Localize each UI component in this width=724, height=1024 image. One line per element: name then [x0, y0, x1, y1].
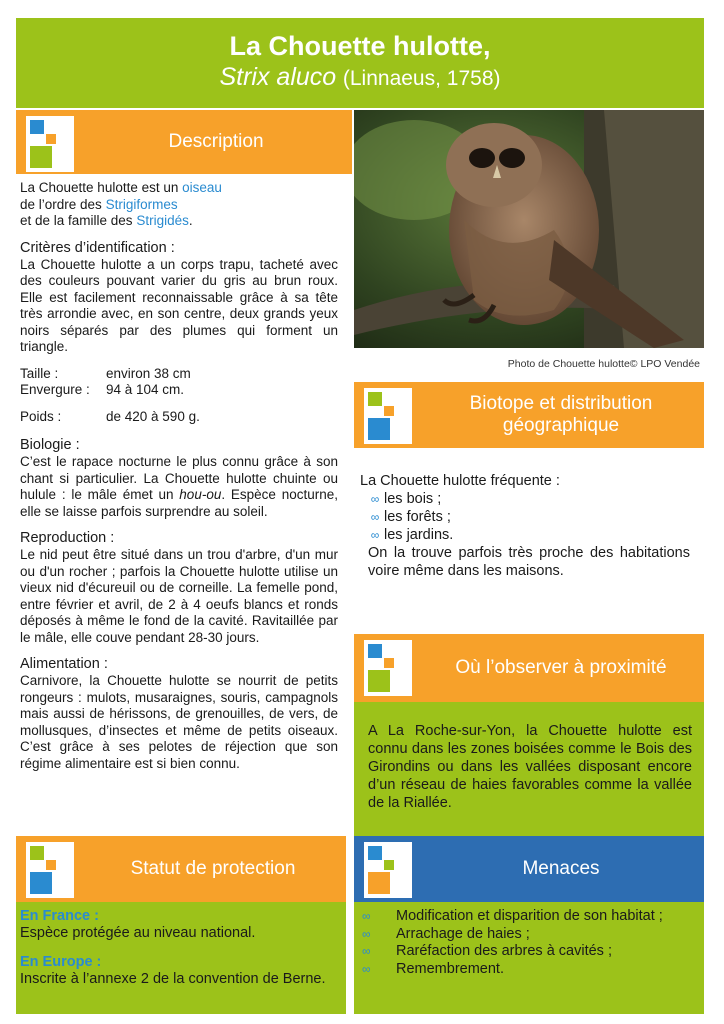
reproduction-text: Le nid peut être situé dans un trou d'arbre, d'un mur ou d'un rocher ; parfois la Chouette hulotte utilise un vieux nid d'écureuil ou de corneille. La femelle pond, entre février et avril, de 2 à 4 oeufs blancs et ronds déposés à même le fond de la cavité. Ravitaillée par le mâle, elle couve pendant 28-30 jours. [20, 547, 338, 645]
description-body [20, 180, 338, 772]
observer-header [354, 634, 704, 702]
strigides-link[interactable]: Strigidés [136, 213, 189, 228]
france-text: Espèce protégée au niveau national. [20, 925, 256, 941]
infinity-bullet-icon: ∞ [370, 510, 380, 524]
observer-body: A La Roche-sur-Yon, la Chouette hulotte est connu dans les zones boisées comme le Bois des Girondins ou dans les vallées disposant encore d’un réseau de haies favorables comme la vallée de la Riallée. [354, 702, 704, 836]
infinity-bullet-icon: ∞ [370, 528, 380, 542]
criteres-heading: Critères d’identification : [20, 239, 175, 256]
menaces-header [354, 836, 704, 902]
intro-line-1: La Chouette hulotte est un oiseau [20, 180, 222, 195]
list-item: ∞ les forêts ; [366, 508, 690, 526]
biotope-outro: On la trouve parfois très proche des habitations voire même dans les maisons. [368, 545, 690, 579]
reproduction-heading: Reproduction : [20, 530, 115, 546]
infinity-bullet-icon: ∞ [362, 961, 371, 976]
criteres-text: La Chouette hulotte a un corps trapu, tacheté avec des couleurs pouvant varier du gris au brun roux. Elle est facilement reconnaissable grâce à sa tête très arrondie avec, en son centre, deux grands yeux noirs séparés par des plumes qui forment un triangle. [20, 256, 338, 354]
infinity-bullet-icon: ∞ [362, 909, 371, 923]
list-item: ∞ Remembrement. [362, 960, 504, 977]
biotope-intro: La Chouette hulotte fréquente : [360, 473, 560, 489]
owl-image [354, 110, 704, 348]
intro-line-3: et de la famille des Strigidés. [20, 213, 193, 228]
biotope-body [360, 472, 690, 580]
page-title: La Chouette hulotte, [229, 31, 491, 61]
menaces-body [354, 902, 704, 1014]
biologie-text: C’est le rapace nocturne le plus connu grâce à son chant si particulier. La Chouette hulotte chuinte ou hulule : le mâle émet un hou-ou. Espèce nocturne, elle se laisse parfois surprendre au soleil. [20, 454, 338, 519]
owl-photo [354, 110, 704, 348]
biotope-header [354, 382, 704, 448]
biotope-list [360, 490, 690, 544]
infinity-bullet-icon: ∞ [370, 492, 380, 506]
strigiformes-link[interactable]: Strigiformes [105, 196, 178, 212]
intro-line-2: de l’ordre des Strigiformes [20, 196, 178, 212]
measure-row: Taille : environ 38 cm [20, 365, 191, 381]
europe-label: En Europe : [20, 954, 102, 970]
description-title: Description [168, 131, 264, 152]
species-author: (Linnaeus, 1758) [342, 67, 501, 90]
logo-icon [364, 640, 412, 696]
logo-icon [26, 842, 74, 898]
description-header [16, 110, 352, 174]
list-item: ∞ Arrachage de haies ; [362, 925, 530, 942]
biologie-heading: Biologie : [20, 437, 80, 453]
list-item: ∞ les bois ; [366, 490, 690, 508]
infinity-bullet-icon: ∞ [362, 944, 371, 958]
oiseau-link[interactable]: oiseau [182, 180, 222, 195]
europe-text: Inscrite à l’annexe 2 de la convention de Berne. [20, 971, 326, 987]
menaces-title: Menaces [522, 858, 600, 879]
measure-row: Envergure : 94 à 104 cm. [20, 382, 185, 397]
species-subtitle [16, 62, 704, 94]
list-item: ∞ les jardins. [366, 526, 690, 544]
list-item: ∞ Raréfaction des arbres à cavités ; [362, 943, 612, 959]
latin-name: Strix aluco [219, 63, 337, 91]
measure-row: Poids : de 420 à 590 g. [20, 408, 200, 424]
observer-title: Où l’observer à proximité [455, 657, 667, 678]
photo-caption: Photo de Chouette hulotte© LPO Vendée [507, 358, 700, 370]
statut-header [16, 836, 346, 902]
alimentation-text: Carnivore, la Chouette hulotte se nourrit de petits rongeurs : mulots, musaraignes, souris, campagnols mais aussi de hérissons, de grenouilles, de vers, de mollusques, d’insectes et même de petits oiseaux. C’est grâce à ses pelotes de réjection que son régime alimentaire est si bien connu. [20, 673, 338, 771]
statut-title: Statut de protection [130, 858, 296, 879]
logo-icon [364, 842, 412, 898]
list-item: ∞ Modification et disparition de son habitat ; [362, 908, 663, 924]
alimentation-heading: Alimentation : [20, 656, 108, 672]
logo-icon [26, 116, 74, 172]
measures-list [20, 366, 338, 426]
biotope-title: Biotope et distribution géographique [469, 393, 653, 436]
infinity-bullet-icon: ∞ [362, 926, 371, 941]
france-label: En France : [20, 908, 99, 924]
logo-icon [364, 388, 412, 444]
title-banner [16, 18, 704, 108]
statut-body [16, 902, 346, 1014]
